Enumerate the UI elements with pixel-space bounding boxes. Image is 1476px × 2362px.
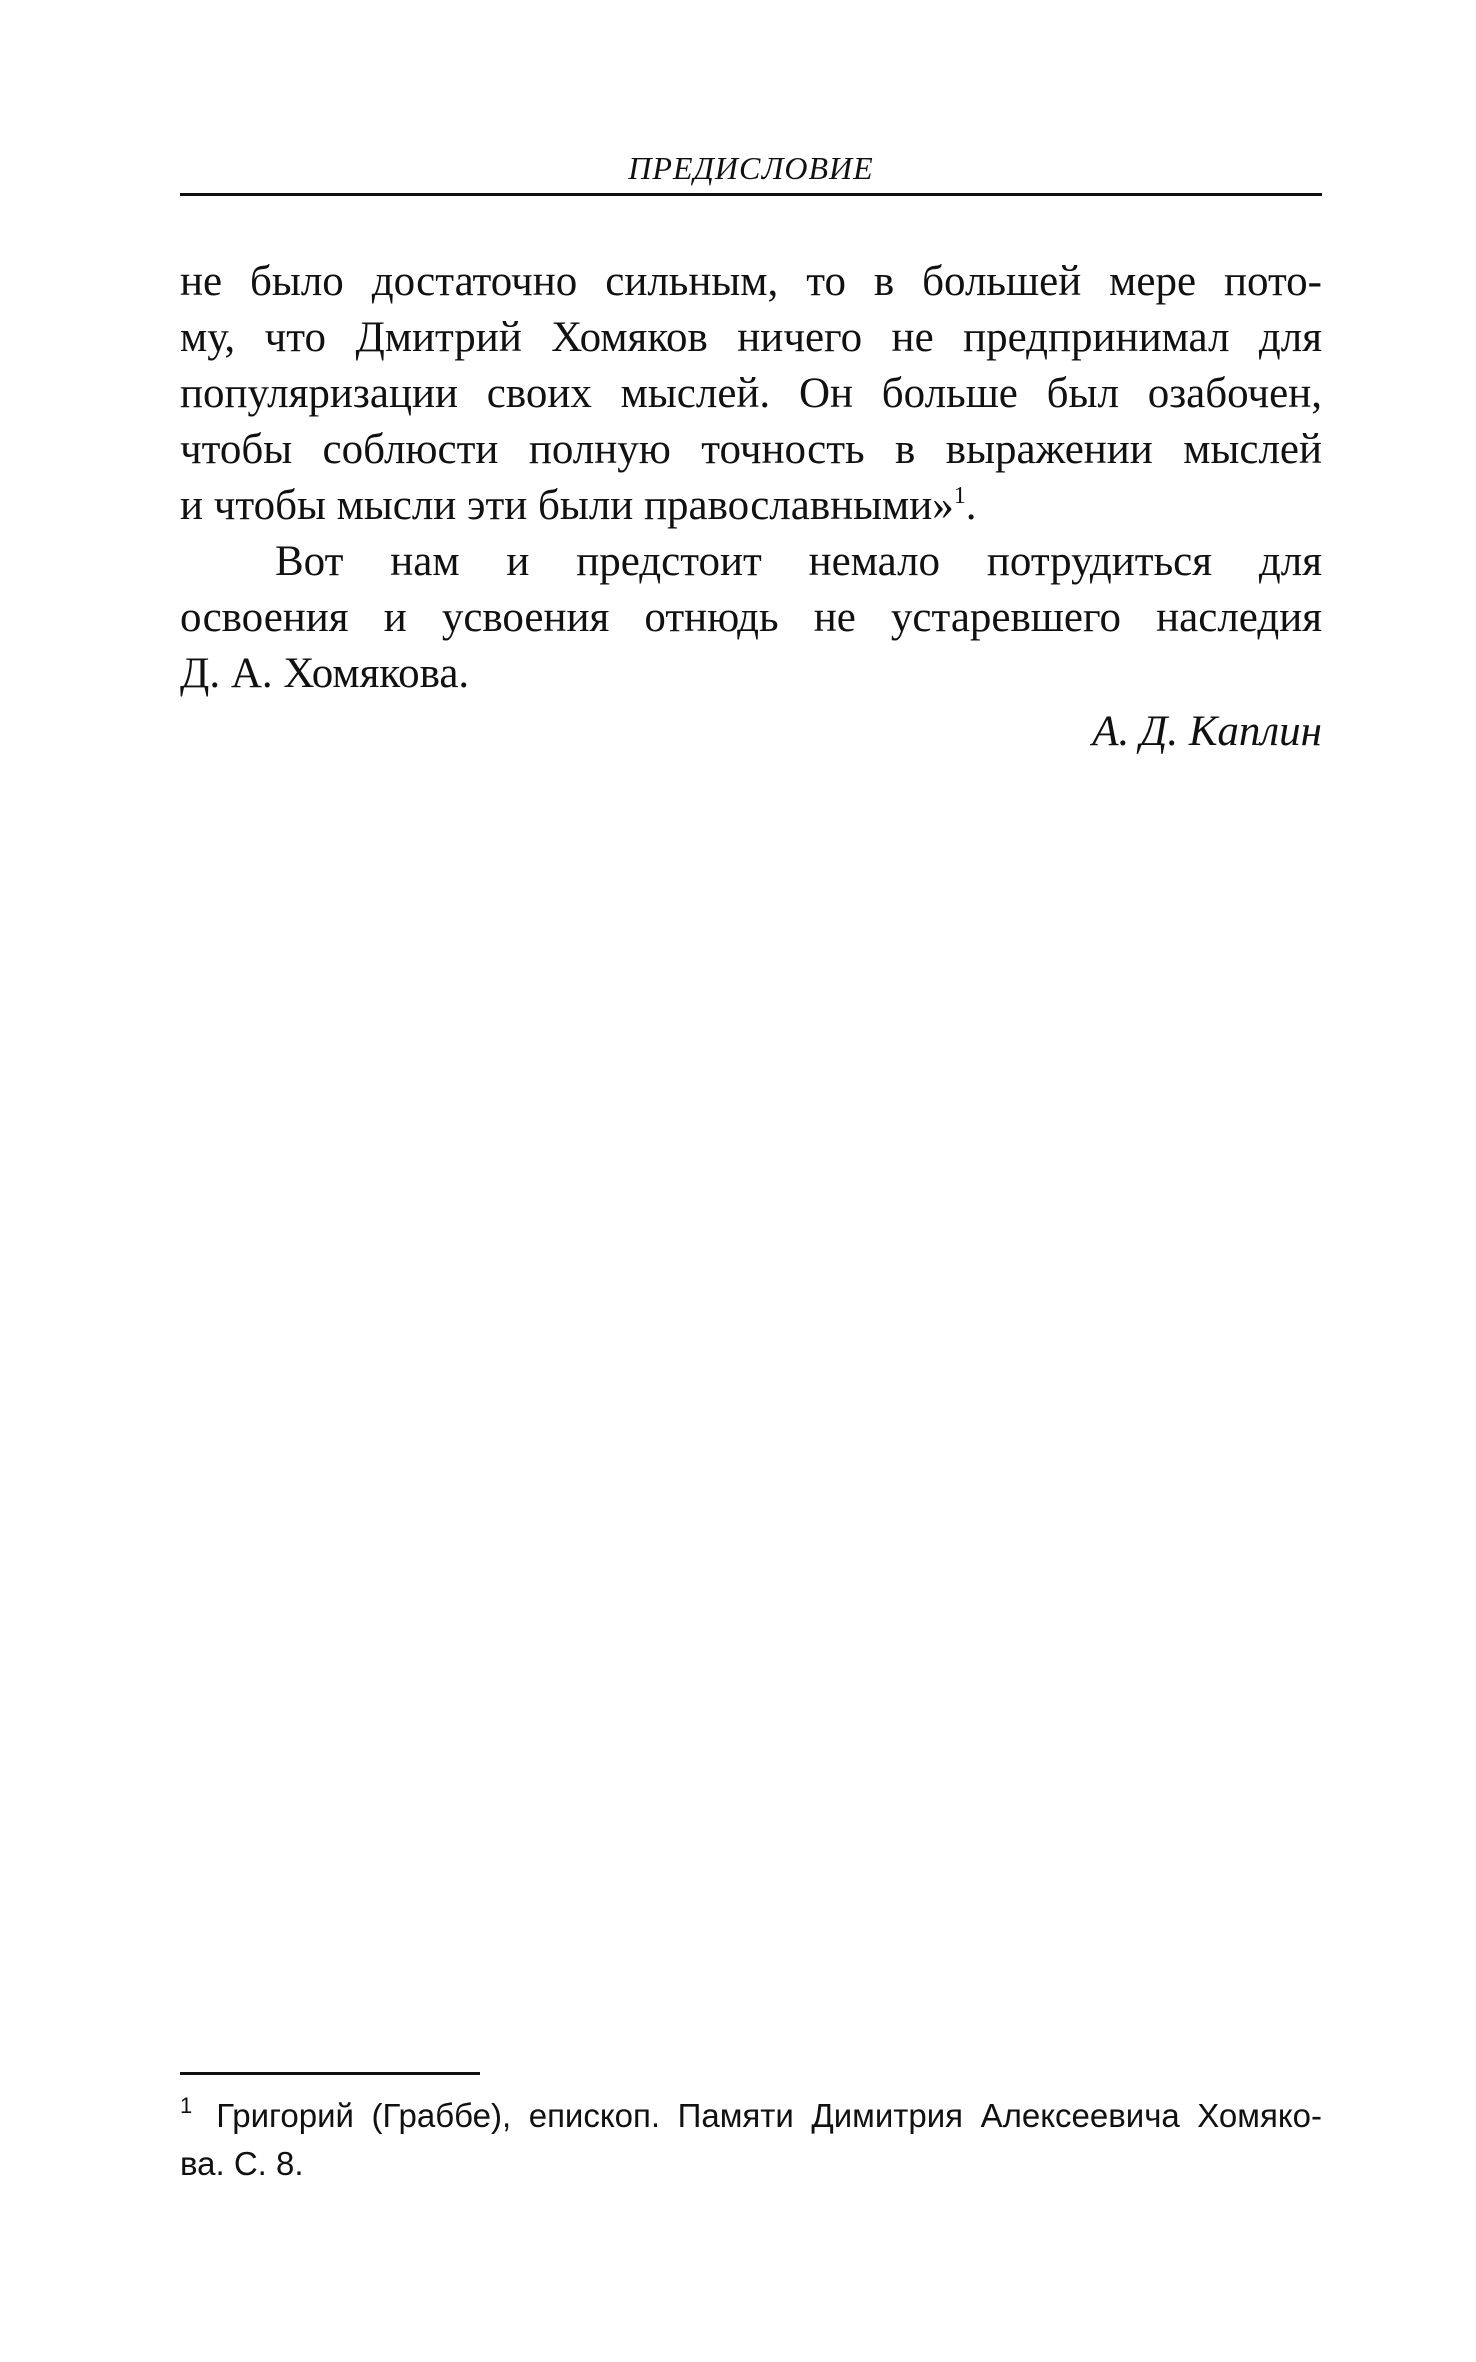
text-line: популяризации своих мыслей. Он больше был озабочен,: [180, 370, 1322, 417]
paragraph-first-line: Вот нам и предстоит немало потрудиться для: [275, 538, 1322, 585]
footnote-line: [180, 2092, 1322, 2140]
footnote-text: Григорий (Граббе), епископ. Памяти Димитрия Алексеевича Хомяко-: [216, 2097, 1322, 2134]
text-line-content: и чтобы мысли эти были православными»: [180, 482, 954, 529]
footnote: [180, 2092, 1322, 2188]
running-head: ПРЕДИСЛОВИЕ: [628, 150, 874, 186]
text-line: чтобы соблюсти полную точность в выражении мыслей: [180, 426, 1322, 473]
header-rule: [180, 193, 1322, 196]
sentence-end: .: [965, 482, 977, 529]
text-line: не было достаточно сильным, то в большей мере пото-: [180, 258, 1322, 305]
author-signature: А. Д. Каплин: [1092, 708, 1322, 755]
footnote-line: ва. С. 8.: [180, 2145, 304, 2182]
footnote-number: 1: [180, 2093, 193, 2118]
text-line-last: [180, 478, 1322, 534]
footnote-reference[interactable]: 1: [953, 483, 966, 509]
text-line: му, что Дмитрий Хомяков ничего не предпринимал для: [180, 314, 1322, 361]
text-line: Д. А. Хомякова.: [180, 650, 470, 697]
page: [180, 0, 1322, 2362]
footnote-rule: [180, 2072, 480, 2075]
main-text: [180, 254, 1322, 702]
text-line: освоения и усвоения отнюдь не устаревшего наследия: [180, 594, 1322, 641]
